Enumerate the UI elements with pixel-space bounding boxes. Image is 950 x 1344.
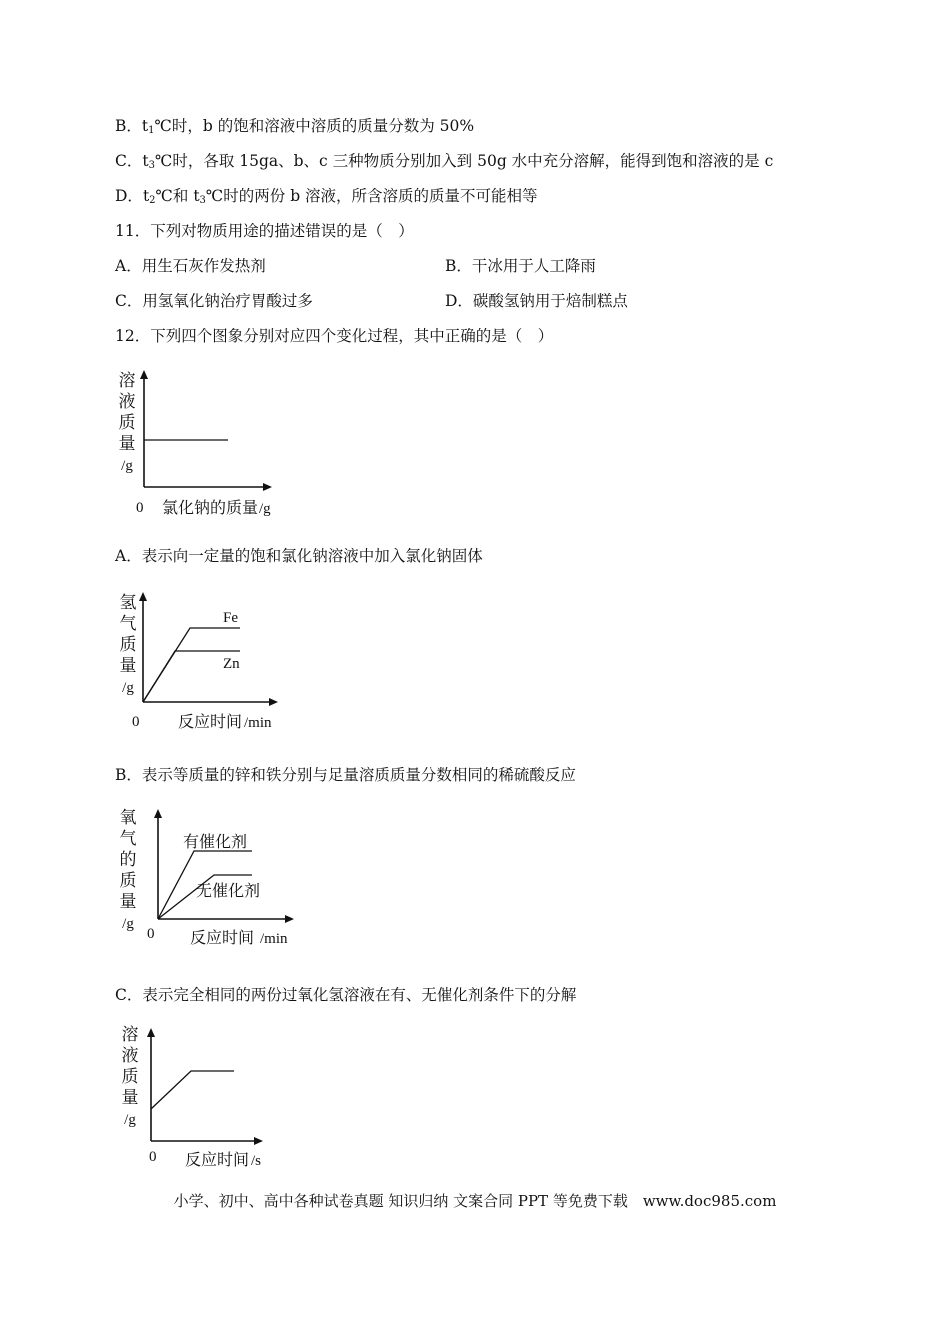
graph-b-curve-label-fe: Fe bbox=[223, 610, 238, 626]
graph-a-ylabel-char-2: 液 bbox=[118, 392, 136, 412]
graph-c-origin: 0 bbox=[147, 926, 155, 942]
graph-a-x-arrow bbox=[263, 483, 272, 491]
graph-c-ylabel-unit: /g bbox=[122, 916, 134, 932]
graph-d-ylabel-unit: /g bbox=[124, 1112, 136, 1128]
graph-b-ylabel-char-2: 气 bbox=[119, 614, 137, 634]
graph-b-y-arrow bbox=[139, 592, 147, 601]
graph-d-ylabel-char-4: 量 bbox=[121, 1088, 139, 1108]
graph-a-ylabel-char-4: 量 bbox=[118, 434, 136, 454]
graph-d-y-arrow bbox=[147, 1028, 155, 1037]
graph-c-ylabel-char-3: 的 bbox=[119, 850, 137, 870]
graph-a-ylabel-unit: /g bbox=[121, 458, 133, 474]
graph-d-origin: 0 bbox=[149, 1149, 157, 1165]
graph-c bbox=[110, 801, 310, 951]
graph-d-ylabel-char-3: 质 bbox=[121, 1067, 139, 1087]
graph-a bbox=[110, 362, 310, 522]
graph-b-xlabel-unit: /min bbox=[244, 715, 272, 731]
graph-c-xlabel-unit: /min bbox=[260, 931, 288, 947]
q11-option-d: D．碳酸氢钠用于焙制糕点 bbox=[445, 292, 628, 310]
graph-b-curve-label-zn: Zn bbox=[223, 656, 240, 672]
graph-d-xlabel: 反应时间 bbox=[185, 1150, 250, 1169]
q11-option-c: C．用氢氧化钠治疗胃酸过多 bbox=[115, 292, 313, 310]
graph-a-y-arrow bbox=[140, 370, 148, 379]
graph-b-x-arrow bbox=[269, 698, 278, 706]
graph-a-ylabel-char-3: 质 bbox=[118, 413, 136, 433]
graph-c-ylabel-char-5: 量 bbox=[119, 892, 137, 912]
graph-d bbox=[110, 1020, 310, 1172]
graph-a-ylabel-char-1: 溶 bbox=[118, 371, 136, 391]
graph-d-curve bbox=[151, 1071, 234, 1109]
graph-a-xlabel-unit: /g bbox=[259, 501, 271, 517]
graph-d-xlabel-unit: /s bbox=[251, 1153, 262, 1169]
graph-b-xlabel: 反应时间 bbox=[178, 712, 243, 731]
graph-b-ylabel-char-4: 量 bbox=[119, 656, 137, 676]
graph-c-ylabel-char-4: 质 bbox=[119, 871, 137, 891]
question-12: 12．下列四个图象分别对应四个变化过程，其中正确的是（ ） bbox=[115, 327, 554, 345]
graph-c-curve-label-1: 有催化剂 bbox=[183, 832, 248, 851]
question-11: 11．下列对物质用途的描述错误的是（ ） bbox=[115, 222, 414, 240]
graph-c-y-arrow bbox=[154, 809, 162, 818]
graph-d-ylabel-char-2: 液 bbox=[121, 1046, 139, 1066]
graph-a-xlabel: 氯化钠的质量 bbox=[162, 498, 259, 517]
q11-option-a: A．用生石灰作发热剂 bbox=[115, 257, 266, 275]
graph-b bbox=[110, 584, 310, 736]
option-b-line: B．$t_1℃$时，b 的饱和溶液中溶质的质量分数为 50% bbox=[115, 117, 475, 136]
graph-d-x-arrow bbox=[254, 1137, 263, 1145]
graph-c-x-arrow bbox=[285, 915, 294, 923]
graph-c-ylabel-char-1: 氧 bbox=[119, 808, 137, 828]
option-d-line: D．$t_2℃$和 $t_3℃$时的两份 b 溶液，所含溶质的质量不可能相等 bbox=[115, 187, 538, 206]
graph-a-origin: 0 bbox=[136, 500, 144, 516]
q11-option-b: B．干冰用于人工降雨 bbox=[445, 257, 596, 275]
option-c-line: C．$t_3℃$时，各取 15ga、b、c 三种物质分别加入到 50g 水中充分溶解，能得到饱和溶液的是 c bbox=[115, 152, 774, 171]
q12-option-a: A．表示向一定量的饱和氯化钠溶液中加入氯化钠固体 bbox=[115, 547, 483, 565]
graph-b-ylabel-char-1: 氢 bbox=[119, 593, 137, 613]
q12-option-c: C．表示完全相同的两份过氧化氢溶液在有、无催化剂条件下的分解 bbox=[115, 986, 577, 1004]
graph-b-ylabel-unit: /g bbox=[122, 680, 134, 696]
graph-d-ylabel-char-1: 溶 bbox=[121, 1025, 139, 1045]
graph-c-curve-label-2: 无催化剂 bbox=[196, 881, 261, 900]
q12-option-b: B．表示等质量的锌和铁分别与足量溶质质量分数相同的稀硫酸反应 bbox=[115, 766, 576, 784]
graph-b-origin: 0 bbox=[132, 714, 140, 730]
graph-c-ylabel-char-2: 气 bbox=[119, 829, 137, 849]
graph-c-xlabel: 反应时间 bbox=[190, 928, 255, 947]
graph-b-ylabel-char-3: 质 bbox=[119, 635, 137, 655]
page-footer: 小学、初中、高中各种试卷真题 知识归纳 文案合同 PPT 等免费下载 www.doc985.com bbox=[173, 1192, 777, 1210]
